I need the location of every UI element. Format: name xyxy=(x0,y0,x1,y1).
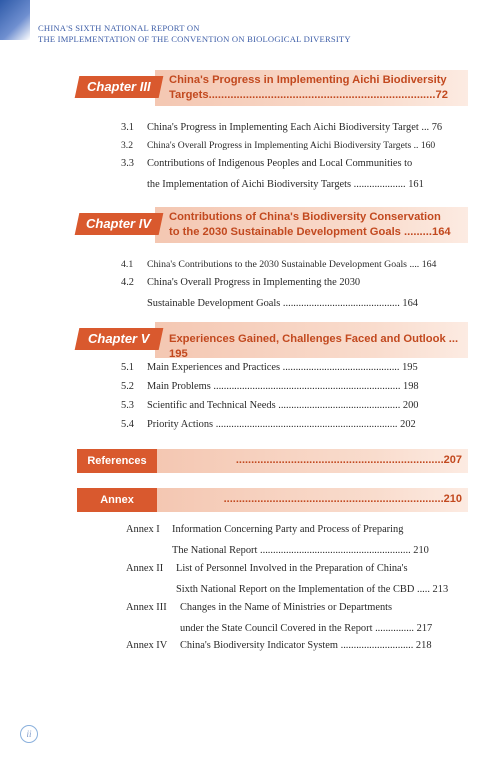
chapter-3-heading[interactable] xyxy=(77,70,468,106)
header-line-2: THE IMPLEMENTATION OF THE CONVENTION ON BIOLOGICAL DIVERSITY xyxy=(38,34,351,44)
chapter-5-tag: Chapter V xyxy=(88,331,150,346)
page-number: ii xyxy=(20,725,38,743)
references-heading[interactable] xyxy=(77,449,468,473)
annex-tag: Annex xyxy=(77,488,157,512)
chapter-4-title: Contributions of China's Biodiversity Conservation to the 2030 Sustainable Development Goals .........164 xyxy=(169,211,451,238)
chapter-4-heading[interactable] xyxy=(77,207,468,243)
annex-heading[interactable] xyxy=(77,488,468,512)
corner-decoration xyxy=(0,0,30,40)
chapter-5-title: Experiences Gained, Challenges Faced and Outlook ... 195 xyxy=(169,333,459,360)
annex-title: ........................................................................210 xyxy=(223,493,462,505)
running-header xyxy=(38,23,351,45)
chapter-3-tag: Chapter III xyxy=(87,79,151,94)
chapter-5-heading[interactable] xyxy=(77,322,468,358)
chapter-4-tag: Chapter IV xyxy=(86,216,152,231)
header-line-1: CHINA'S SIXTH NATIONAL REPORT ON xyxy=(38,23,200,33)
references-title: ....................................................................207 xyxy=(235,454,462,466)
chapter-3-title: China's Progress in Implementing Aichi Biodiversity Targets.........................................................................72 xyxy=(169,74,448,101)
references-tag: References xyxy=(77,449,157,473)
